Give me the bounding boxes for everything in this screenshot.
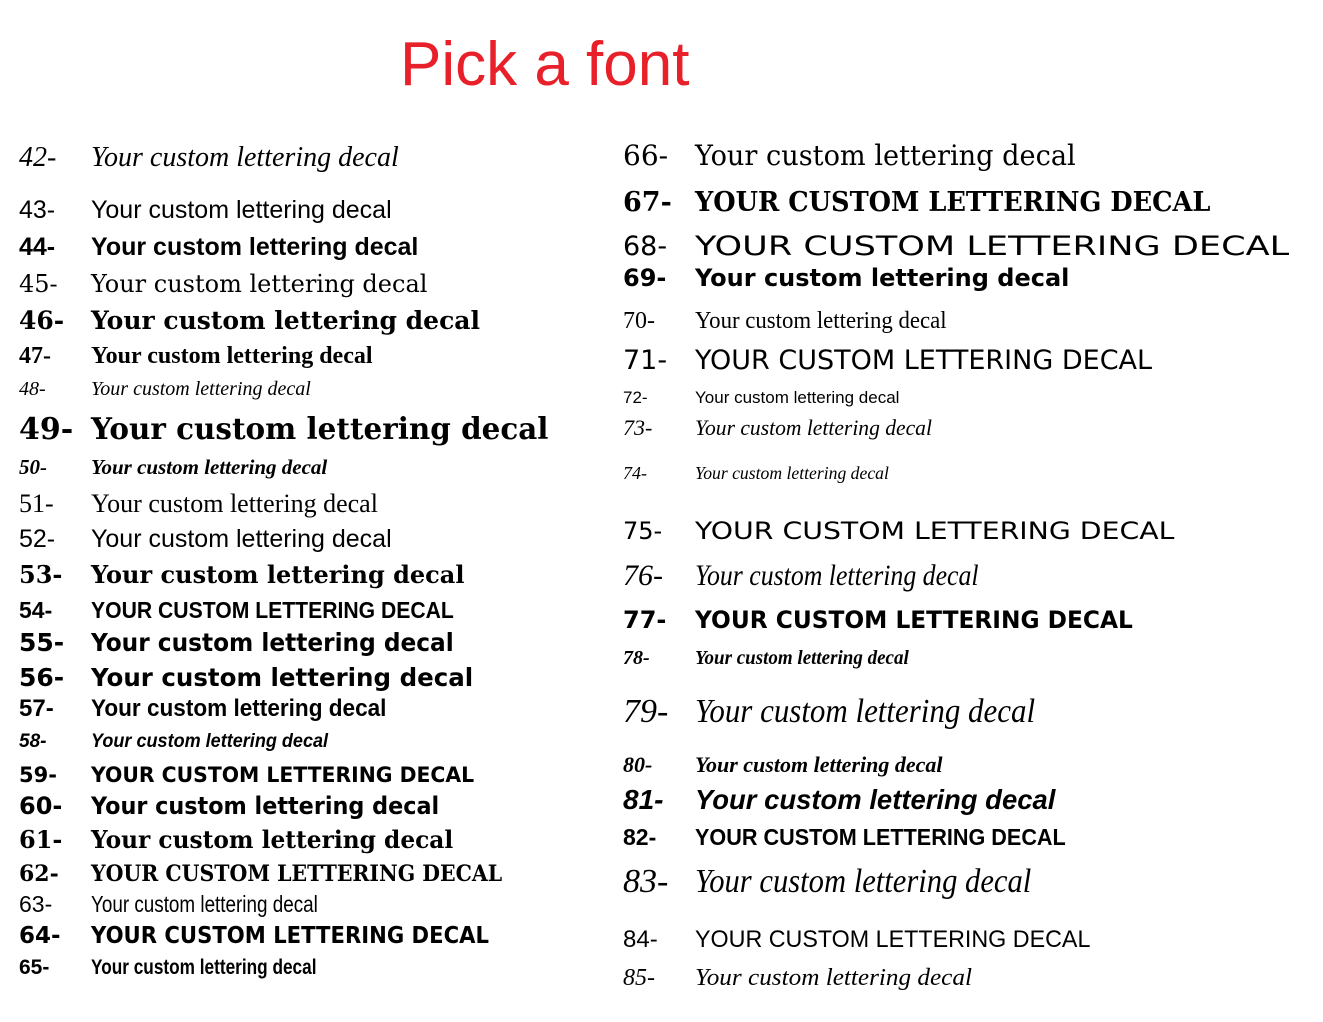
font-sample-text: YOUR CUSTOM LETTERING DECAL xyxy=(695,517,1175,545)
font-number: 56- xyxy=(19,663,65,692)
font-number: 52- xyxy=(19,525,56,553)
font-sample-text: Your custom lettering decal xyxy=(91,825,454,854)
font-sample-text: Your custom lettering decal xyxy=(91,343,373,369)
font-number: 65- xyxy=(19,956,50,979)
font-number: 81- xyxy=(623,784,664,815)
font-sample-text: Your custom lettering decal xyxy=(91,891,318,917)
font-sample-text: Your custom lettering decal xyxy=(695,308,947,334)
font-number: 80- xyxy=(623,752,653,777)
font-number: 70- xyxy=(623,308,655,334)
font-sample-text: Your custom lettering decal xyxy=(91,560,465,589)
font-sample-text: Your custom lettering decal xyxy=(695,559,979,592)
font-number: 69- xyxy=(623,264,667,292)
font-sample-text: Your custom lettering decal xyxy=(91,489,378,518)
font-number: 71- xyxy=(623,345,668,376)
font-sample-text: Your custom lettering decal xyxy=(695,264,1070,292)
font-number: 59- xyxy=(19,763,57,787)
font-sample-text: Your custom lettering decal xyxy=(91,196,392,224)
font-number: 44- xyxy=(19,233,56,261)
font-sample-text: Your custom lettering decal xyxy=(91,628,454,657)
font-sample-text: Your custom lettering decal xyxy=(91,956,317,979)
font-number: 79- xyxy=(623,693,669,730)
font-sample-text: Your custom lettering decal xyxy=(91,306,480,335)
font-number: 57- xyxy=(19,695,54,722)
font-number: 73- xyxy=(623,415,653,440)
font-number: 74- xyxy=(623,463,647,483)
font-number: 78- xyxy=(623,647,650,669)
font-sample-text: Your custom lettering decal xyxy=(695,463,889,483)
font-number: 85- xyxy=(623,965,655,991)
font-sample-text: Your custom lettering decal xyxy=(91,233,419,261)
font-sample-text: Your custom lettering decal xyxy=(695,139,1076,172)
font-number: 76- xyxy=(623,559,663,592)
font-number: 72- xyxy=(623,388,648,407)
font-number: 58- xyxy=(19,731,47,752)
font-sample-text: Your custom lettering decal xyxy=(695,863,1032,900)
font-number: 53- xyxy=(19,560,63,589)
font-number: 64- xyxy=(19,923,61,949)
font-sample-text: YOUR CUSTOM LETTERING DECAL xyxy=(695,926,1091,953)
font-sample-text: YOUR CUSTOM LETTERING DECAL xyxy=(695,187,1211,218)
font-sample-text: YOUR CUSTOM LETTERING DECAL xyxy=(695,231,1290,262)
font-sample-text: Your custom lettering decal xyxy=(695,965,972,991)
font-number: 63- xyxy=(19,891,53,917)
font-number: 75- xyxy=(623,517,663,545)
font-sample-text: YOUR CUSTOM LETTERING DECAL xyxy=(91,861,503,887)
font-sample-text: Your custom lettering decal xyxy=(695,415,932,440)
font-number: 48- xyxy=(19,378,46,400)
page-title: Pick a font xyxy=(400,30,690,99)
font-number: 62- xyxy=(19,861,59,887)
font-sample-text: Your custom lettering decal xyxy=(91,731,329,752)
font-number: 54- xyxy=(19,597,53,623)
font-sample-text: Your custom lettering decal xyxy=(695,388,900,407)
font-number: 47- xyxy=(19,343,51,369)
font-sample-text: Your custom lettering decal xyxy=(91,412,549,447)
font-sample-text: YOUR CUSTOM LETTERING DECAL xyxy=(695,345,1153,376)
font-sample-text: Your custom lettering decal xyxy=(91,525,392,553)
font-number: 55- xyxy=(19,628,65,657)
font-sample-text: YOUR CUSTOM LETTERING DECAL xyxy=(695,606,1133,634)
font-sample-text: Your custom lettering decal xyxy=(695,784,1056,815)
font-sample-text: YOUR CUSTOM LETTERING DECAL xyxy=(91,763,475,787)
font-number: 77- xyxy=(623,606,667,634)
font-number: 42- xyxy=(19,142,57,173)
font-sample-text: Your custom lettering decal xyxy=(91,270,428,298)
font-number: 68- xyxy=(623,231,668,262)
font-number: 43- xyxy=(19,196,56,224)
font-number: 49- xyxy=(19,412,74,447)
font-number: 66- xyxy=(623,139,669,172)
font-number: 84- xyxy=(623,926,658,953)
font-number: 45- xyxy=(19,270,58,298)
font-sample-text: Your custom lettering decal xyxy=(91,792,440,820)
font-number: 82- xyxy=(623,824,657,850)
font-number: 60- xyxy=(19,792,63,820)
font-sample-text: YOUR CUSTOM LETTERING DECAL xyxy=(91,923,489,949)
font-sample-text: Your custom lettering decal xyxy=(695,647,909,669)
font-number: 83- xyxy=(623,863,669,900)
font-sample-text: Your custom lettering decal xyxy=(695,693,1036,730)
font-number: 67- xyxy=(623,187,672,218)
font-sample-text: YOUR CUSTOM LETTERING DECAL xyxy=(695,824,1066,850)
font-number: 51- xyxy=(19,489,54,518)
font-sample-text: Your custom lettering decal xyxy=(91,142,399,173)
font-number: 50- xyxy=(19,455,47,479)
font-sample-text: YOUR CUSTOM LETTERING DECAL xyxy=(91,597,454,623)
font-sample-text: Your custom lettering decal xyxy=(91,455,328,479)
font-number: 61- xyxy=(19,825,63,854)
font-number: 46- xyxy=(19,306,65,335)
font-sample-text: Your custom lettering decal xyxy=(91,663,474,692)
font-sample-text: Your custom lettering decal xyxy=(91,378,311,400)
font-sample-text: Your custom lettering decal xyxy=(695,752,943,777)
font-sample-text: Your custom lettering decal xyxy=(91,695,387,722)
